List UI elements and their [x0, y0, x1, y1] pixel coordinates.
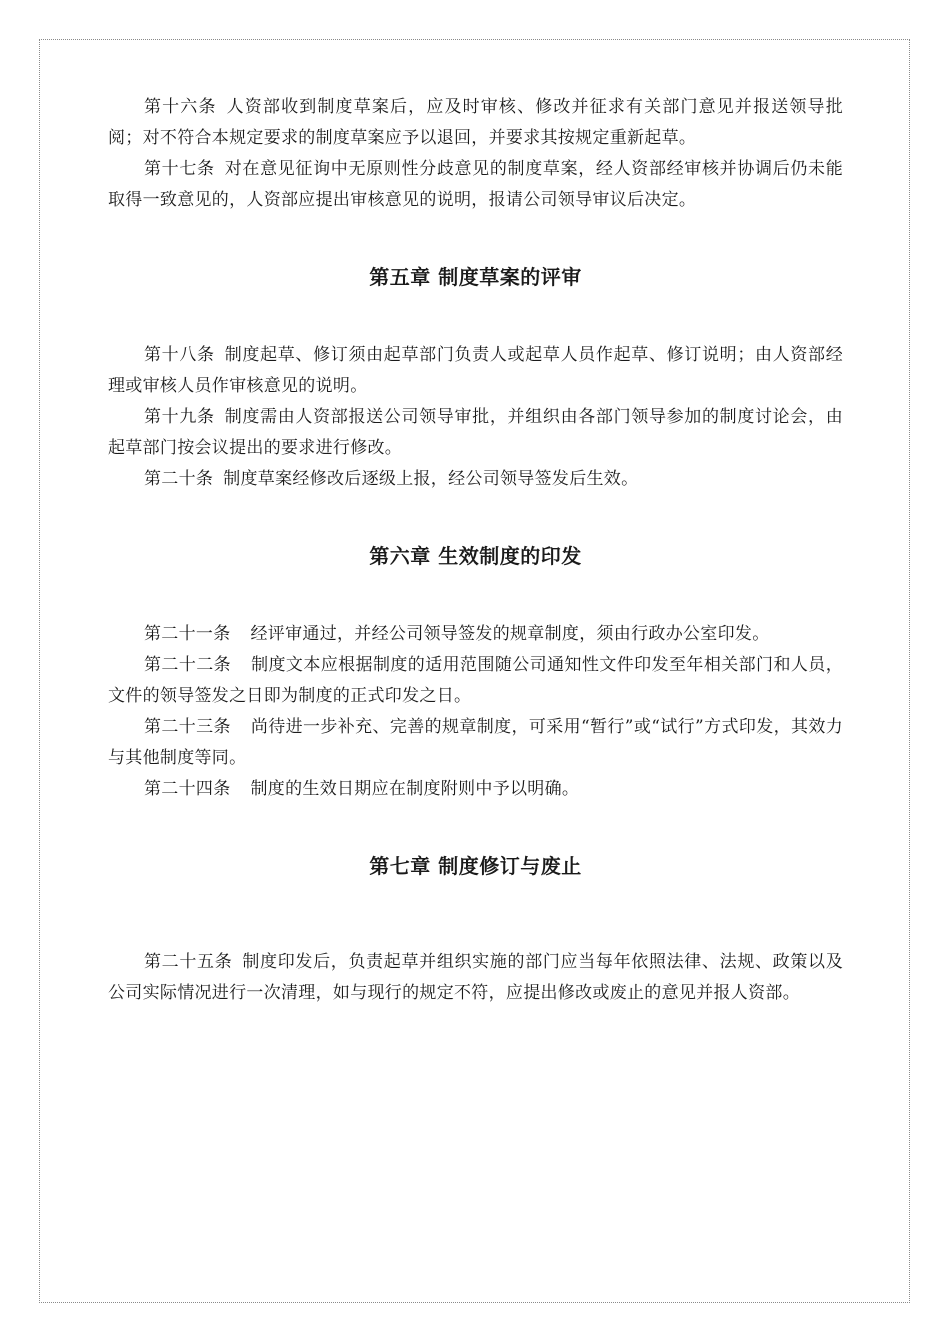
article-25: [108, 947, 843, 1009]
article-number: 第十九条: [144, 407, 215, 427]
article-23: [108, 712, 843, 774]
article-number: 第二十三条: [144, 717, 231, 737]
article-text: 经评审通过，并经公司领导签发的规章制度，须由行政办公室印发。: [250, 624, 770, 644]
article-number: 第十七条: [144, 159, 215, 179]
chapter-6-title: 第六章 生效制度的印发: [369, 544, 582, 568]
document-body: [108, 92, 843, 1009]
article-text: 制度文本应根据制度的适用范围随公司通知性文件印发至年相关部门和人员，文件的领导签发之日即为制度的正式印发之日。: [108, 655, 844, 706]
article-text: 制度草案经修改后逐级上报，经公司领导签发后生效。: [223, 469, 639, 489]
chapter-5-title: 第五章 制度草案的评审: [369, 265, 582, 289]
article-number: 第二十四条: [144, 779, 231, 799]
article-number: 第二十一条: [144, 624, 231, 644]
article-number: 第十八条: [144, 345, 215, 365]
article-22: [108, 650, 843, 712]
article-text: 人资部收到制度草案后，应及时审核、修改并征求有关部门意见并报送领导批阅；对不符合本规定要求的制度草案应予以退回，并要求其按规定重新起草。: [108, 97, 844, 148]
article-number: 第十六条: [144, 97, 217, 117]
article-text: 尚待进一步补充、完善的规章制度，可采用“暂行”或“试行”方式印发，其效力与其他制度等同。: [108, 717, 844, 768]
article-number: 第二十五条: [144, 952, 233, 972]
article-20: [108, 464, 843, 495]
chapter-7-title: 第七章 制度修订与废止: [369, 854, 582, 878]
article-24: [108, 774, 843, 805]
article-21: [108, 619, 843, 650]
article-18: [108, 340, 843, 402]
article-number: 第二十条: [144, 469, 214, 489]
article-17: [108, 154, 843, 216]
article-text: 制度印发后，负责起草并组织实施的部门应当每年依照法律、法规、政策以及公司实际情况进行一次清理，如与现行的规定不符，应提出修改或废止的意见并报人资部。: [108, 952, 844, 1003]
article-text: 制度起草、修订须由起草部门负责人或起草人员作起草、修订说明；由人资部经理或审核人员作审核意见的说明。: [108, 345, 844, 396]
article-number: 第二十二条: [144, 655, 232, 675]
article-16: [108, 92, 843, 154]
article-text: 制度需由人资部报送公司领导审批，并组织由各部门领导参加的制度讨论会，由起草部门按会议提出的要求进行修改。: [108, 407, 844, 458]
article-19: [108, 402, 843, 464]
article-text: 制度的生效日期应在制度附则中予以明确。: [250, 779, 580, 799]
article-text: 对在意见征询中无原则性分歧意见的制度草案，经人资部经审核并协调后仍未能取得一致意见的，人资部应提出审核意见的说明，报请公司领导审议后决定。: [108, 159, 844, 210]
